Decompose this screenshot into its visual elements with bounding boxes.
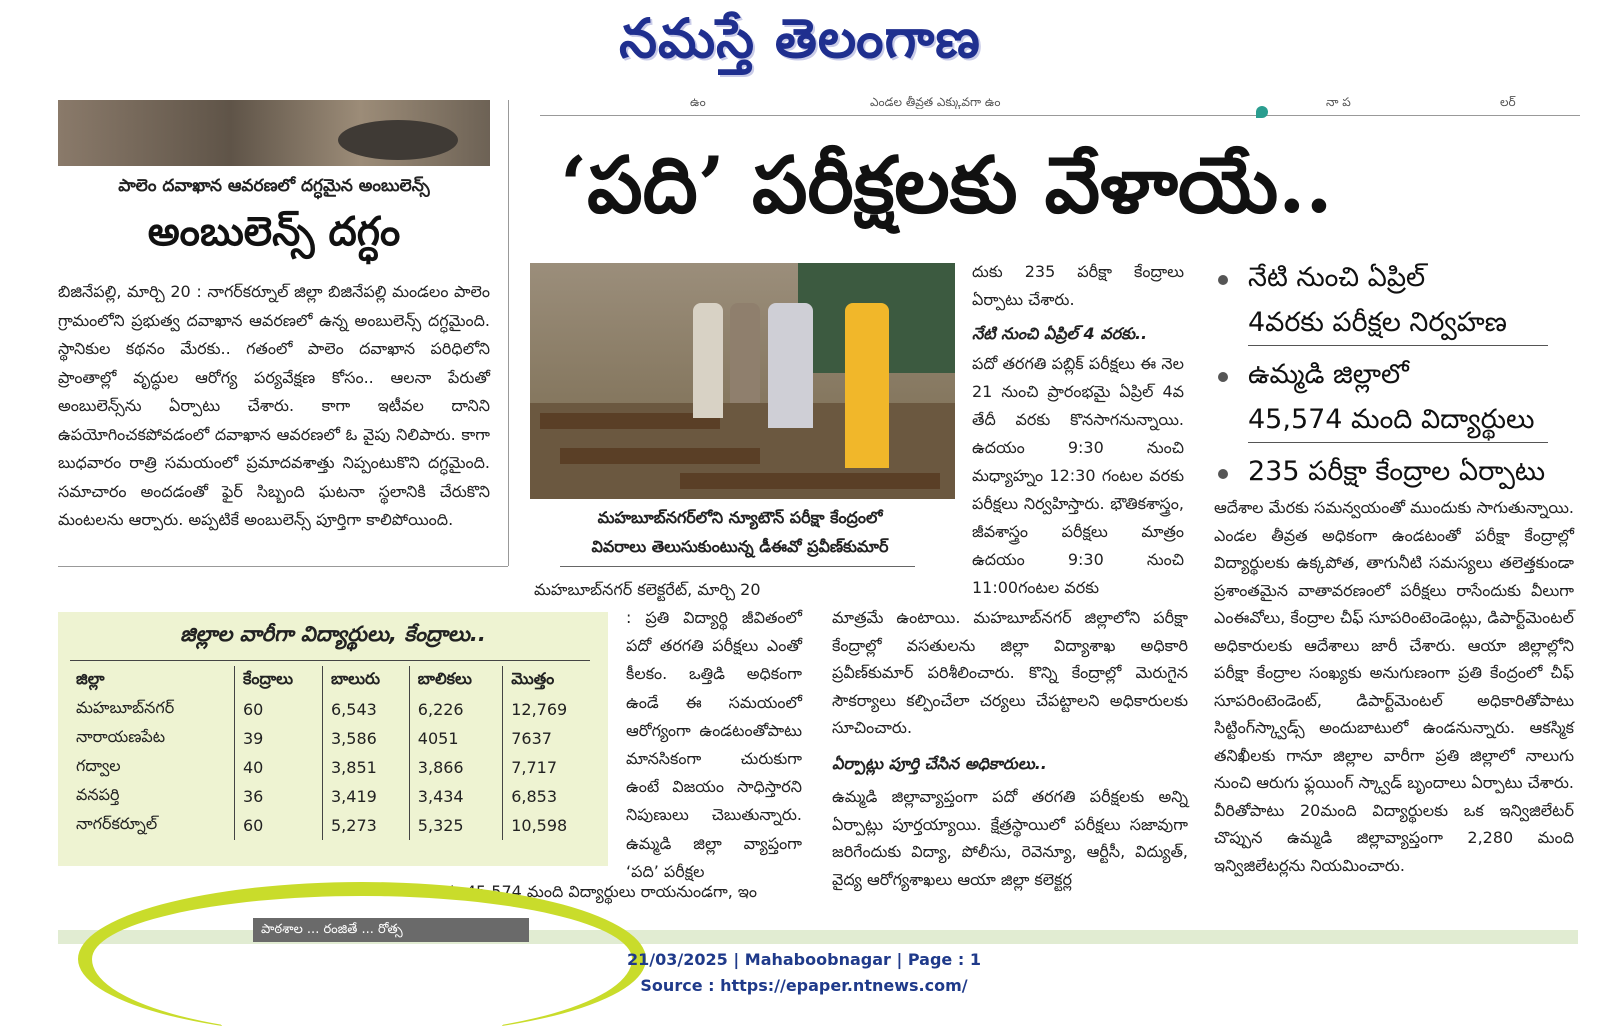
top-strip-fragment: ఎండల తీవ్రత ఎక్కువగా ఉం bbox=[870, 95, 1001, 109]
table-row bbox=[68, 724, 598, 753]
bullet-icon bbox=[1218, 469, 1228, 479]
subheading: నేటి నుంచి ఏప్రిల్ 4 వరకు.. bbox=[972, 324, 1148, 343]
article-column bbox=[832, 604, 1188, 893]
table-cell: 12,769 bbox=[503, 695, 598, 724]
bullet-item bbox=[1216, 352, 1586, 442]
table-cell: 7637 bbox=[503, 724, 598, 753]
highlight-bullets bbox=[1216, 255, 1586, 494]
photo-caption: పాలెం దవాఖాన ఆవరణలో దగ్ధమైన అంబులెన్స్ bbox=[118, 176, 430, 196]
subheading: ఏర్పాట్లు పూర్తి చేసిన అధికారులు.. bbox=[832, 753, 1047, 773]
table-row bbox=[68, 811, 598, 840]
bullet-line: 4వరకు పరీక్షల నిర్వహణ bbox=[1248, 307, 1507, 338]
top-rule bbox=[540, 115, 1580, 116]
column-divider bbox=[508, 100, 509, 566]
table-cell: 36 bbox=[235, 782, 323, 811]
table-cell: మహబూబ్‌నగర్ bbox=[76, 698, 175, 717]
teaser-text: పాఠశాల ... రంజితే ... రోత్స bbox=[261, 922, 403, 937]
table-cell: 3,866 bbox=[409, 753, 502, 782]
bullet-rule bbox=[1248, 442, 1548, 443]
bullet-rule bbox=[1248, 345, 1548, 346]
table-header: మొత్తం bbox=[503, 666, 598, 695]
paragraph: దుకు 235 పరీక్షా కేంద్రాలు ఏర్పాటు చేశారు. bbox=[972, 262, 1184, 309]
article-column bbox=[972, 258, 1184, 602]
caption-rule bbox=[560, 566, 915, 567]
table-cell: గద్వాల bbox=[76, 756, 121, 775]
footer-source[interactable]: Source : https://epaper.ntnews.com/ bbox=[640, 976, 968, 995]
table-cell: నారాయణపేట bbox=[76, 727, 166, 746]
table-cell: 5,273 bbox=[323, 811, 410, 840]
table-rule bbox=[70, 660, 590, 661]
table-cell: 6,226 bbox=[409, 695, 502, 724]
bullet-icon bbox=[1218, 275, 1228, 285]
story-divider bbox=[58, 566, 508, 567]
table-header: బాలికలు bbox=[409, 666, 502, 695]
caption-line: మహబూబ్‌నగర్‌లోని న్యూటౌన్ పరీక్షా కేంద్రంలో bbox=[597, 508, 883, 527]
table-cell: 3,851 bbox=[323, 753, 410, 782]
paragraph: మాత్రమే ఉంటాయి. మహబూబ్‌నగర్ జిల్లాలోని పరీక్షా కేంద్రాల్లో వసతులను జిల్లా విద్యాశాఖ అధికారి ప్రవీణ్‌కుమార్ పరిశీలించారు. కొన్ని కేంద్రాల్లో మెరుగైన సౌకర్యాలు కల్పించేలా చర్యలు చేపట్టాలని అధికారులకు సూచించారు. bbox=[832, 608, 1188, 737]
table-cell: 7,717 bbox=[503, 753, 598, 782]
table-cell: 60 bbox=[235, 695, 323, 724]
masthead-logo: నమస్తే తెలంగాణ bbox=[619, 6, 981, 70]
bullet-item bbox=[1216, 255, 1586, 345]
district-table bbox=[68, 666, 598, 840]
left-headline: అంబులెన్స్ దగ్ధం bbox=[147, 208, 401, 255]
article-column: ఆదేశాల మేరకు సమన్వయంతో ముందుకు సాగుతున్నాయి. ఎండల తీవ్రత అధికంగా ఉండటంతో పరీక్షా కేంద్రాల్లో విద్యార్థులకు ఉక్కపోత, తాగునీటి సమస్యలు తలెత్తకుండా ప్రశాంతమైన వాతావరణంలో పరీక్షలు రాసేందుకు వీలుగా ఎంఈవోలు, కేంద్రాల చీఫ్ సూపరింటెండెంట్లు, డిపార్ట్‌మెంటల్ అధికారులకు ఆదేశాలు జారీ చేశారు. ఆయా జిల్లాల్లోని పరీక్షా కేంద్రాల సంఖ్యకు అనుగుణంగా ప్రతి కేంద్రంలో చీఫ్ సూపరింటెండెంట్, డిపార్ట్‌మెంటల్ అధికారితోపాటు సిట్టింగ్‌స్క్వాడ్స్ అందుబాటులో ఉండనున్నారు. ఆకస్మిక తనిఖీలకు గానూ జిల్లాల వారీగా ప్రతి జిల్లాలో నాలుగు నుంచి ఆరుగు ఫ్లయింగ్ స్క్వాడ్ బృందాలు ఏర్పాటు చేశారు. వీరితోపాటు 20మంది విద్యార్థులకు ఒక ఇన్విజిలేటర్ చొప్పున ఉమ్మడి జిల్లావ్యాప్తంగా 2,280 మంది ఇన్విజిలేటర్లను నియమించారు. bbox=[1214, 498, 1574, 875]
table-row bbox=[68, 753, 598, 782]
exam-center-photo bbox=[530, 263, 955, 499]
article-column: : ప్రతి విద్యార్థి జీవితంలో పదో తరగతి పరీక్షలు ఎంతో కీలకం. ఒత్తిడి అధికంగా ఉండే ఈ సమయంలో ఆరోగ్యంగా ఉండటంతోపాటు మానసికంగా చురుకుగా ఉంటే విజయం సాధిస్తారని నిపుణులు చెబుతున్నారు. ఉమ్మడి జిల్లా వ్యాప్తంగా ‘పది’ పరీక్షల bbox=[626, 608, 802, 881]
table-cell: 5,325 bbox=[409, 811, 502, 840]
left-story-body: బిజినేపల్లి, మార్చి 20 : నాగర్‌కర్నూల్ జిల్లా బిజినేపల్లి మండలం పాలెం గ్రామంలోని ప్రభుత్వ దవాఖాన ఆవరణలో ఉన్న అంబులెన్స్ దగ్ధమైంది. స్థానికుల కథనం మేరకు.. గతంలో పాలెం దవాఖాన పరిధిలోని ప్రాంతాల్లో వృద్ధుల ఆరోగ్య పర్యవేక్షణ కోసం.. ఆలనా పేరుతో అంబులెన్స్‌ను ఏర్పాటు చేశారు. కాగా ఇటీవల దానిని ఉపయోగించకపోవడంలో దవాఖాన ఆవరణలో ఓ వైపు నిలిపారు. కాగా బుధవారం రాత్రి సమయంలో ప్రమాదవశాత్తు నిప్పంటుకొని దగ్ధమైంది. సమాచారం అందడంతో ఫైర్ సిబ్బంది ఘటనా స్థలానికి చేరుకొని మంటలను ఆర్పారు. అప్పటికే అంబులెన్స్ పూర్తిగా కాలిపోయింది. bbox=[58, 282, 490, 529]
article-line: ను 45,574 మంది విద్యార్థులు రాయనుండగా, ఇం bbox=[444, 882, 758, 901]
paragraph: పదో తరగతి పబ్లిక్ పరీక్షలు ఈ నెల 21 నుంచి ప్రారంభమై ఏప్రిల్ 4వ తేదీ వరకు కొనసాగనున్నాయి. ఉదయం 9:30 నుంచి మధ్యాహ్నం 12:30 గంటల వరకు పరీక్షలు నిర్వహిస్తారు. భౌతికశాస్త్రం, జీవశాస్త్రం పరీక్షలు మాత్రం ఉదయం 9:30 నుంచి 11:00గంటల వరకు bbox=[972, 354, 1184, 597]
table-cell: 6,543 bbox=[323, 695, 410, 724]
table-header: బాలురు bbox=[323, 666, 410, 695]
table-cell: 60 bbox=[235, 811, 323, 840]
main-headline: ‘పది’ పరీక్షలకు వేళాయే.. bbox=[560, 140, 1333, 231]
table-cell: 3,434 bbox=[409, 782, 502, 811]
dateline: మహబూబ్‌నగర్ కలెక్టరేట్, మార్చి 20 bbox=[534, 580, 761, 599]
table-cell: వనపర్తి bbox=[76, 785, 120, 804]
footer-date-edition: 21/03/2025 | Mahaboobnagar | Page : 1 bbox=[627, 950, 981, 969]
table-title: జిల్లాల వారీగా విద్యార్థులు, కేంద్రాలు.. bbox=[180, 622, 486, 646]
bullet-line: ఉమ్మడి జిల్లాలో bbox=[1248, 359, 1409, 390]
table-cell: 6,853 bbox=[503, 782, 598, 811]
table-cell: 4051 bbox=[409, 724, 502, 753]
top-strip-fragment: నా ప bbox=[1326, 95, 1351, 109]
table-header: కేంద్రాలు bbox=[235, 666, 323, 695]
top-strip-fragment: ఉం bbox=[690, 95, 706, 109]
bullet-line: నేటి నుంచి ఏప్రిల్ bbox=[1248, 262, 1426, 293]
bullet-icon bbox=[1218, 372, 1228, 382]
paragraph: ఉమ్మడి జిల్లావ్యాప్తంగా పదో తరగతి పరీక్షలకు అన్ని ఏర్పాట్లు పూర్తయ్యాయి. క్షేత్రస్థాయిలో పరీక్షలు సజావుగా జరిగేందుకు విద్యా, పోలీసు, రెవెన్యూ, ఆర్టీసీ, విద్యుత్, వైద్య ఆరోగ్యశాఖలు ఆయా జిల్లా కలెక్టర్ల bbox=[832, 787, 1188, 889]
table-cell: 10,598 bbox=[503, 811, 598, 840]
table-cell: 3,586 bbox=[323, 724, 410, 753]
photo-caption bbox=[530, 503, 950, 561]
table-row bbox=[68, 695, 598, 724]
caption-line: వివరాలు తెలుసుకుంటున్న డీఈవో ప్రవీణ్‌కుమార్ bbox=[591, 537, 889, 556]
top-strip-fragment: లర్ bbox=[1500, 95, 1516, 109]
bullet-line: 235 పరీక్షా కేంద్రాల ఏర్పాటు bbox=[1248, 456, 1546, 487]
table-row bbox=[68, 782, 598, 811]
ambulance-photo bbox=[58, 100, 490, 166]
table-header: జిల్లా bbox=[76, 669, 105, 688]
table-header-row bbox=[68, 666, 598, 695]
table-cell: 3,419 bbox=[323, 782, 410, 811]
leaf-icon bbox=[1256, 106, 1268, 118]
teaser-photo bbox=[253, 918, 529, 942]
table-cell: నాగర్‌కర్నూల్ bbox=[76, 814, 158, 833]
bullet-item bbox=[1216, 449, 1586, 494]
table-cell: 40 bbox=[235, 753, 323, 782]
bullet-line: 45,574 మంది విద్యార్థులు bbox=[1248, 404, 1535, 435]
table-cell: 39 bbox=[235, 724, 323, 753]
